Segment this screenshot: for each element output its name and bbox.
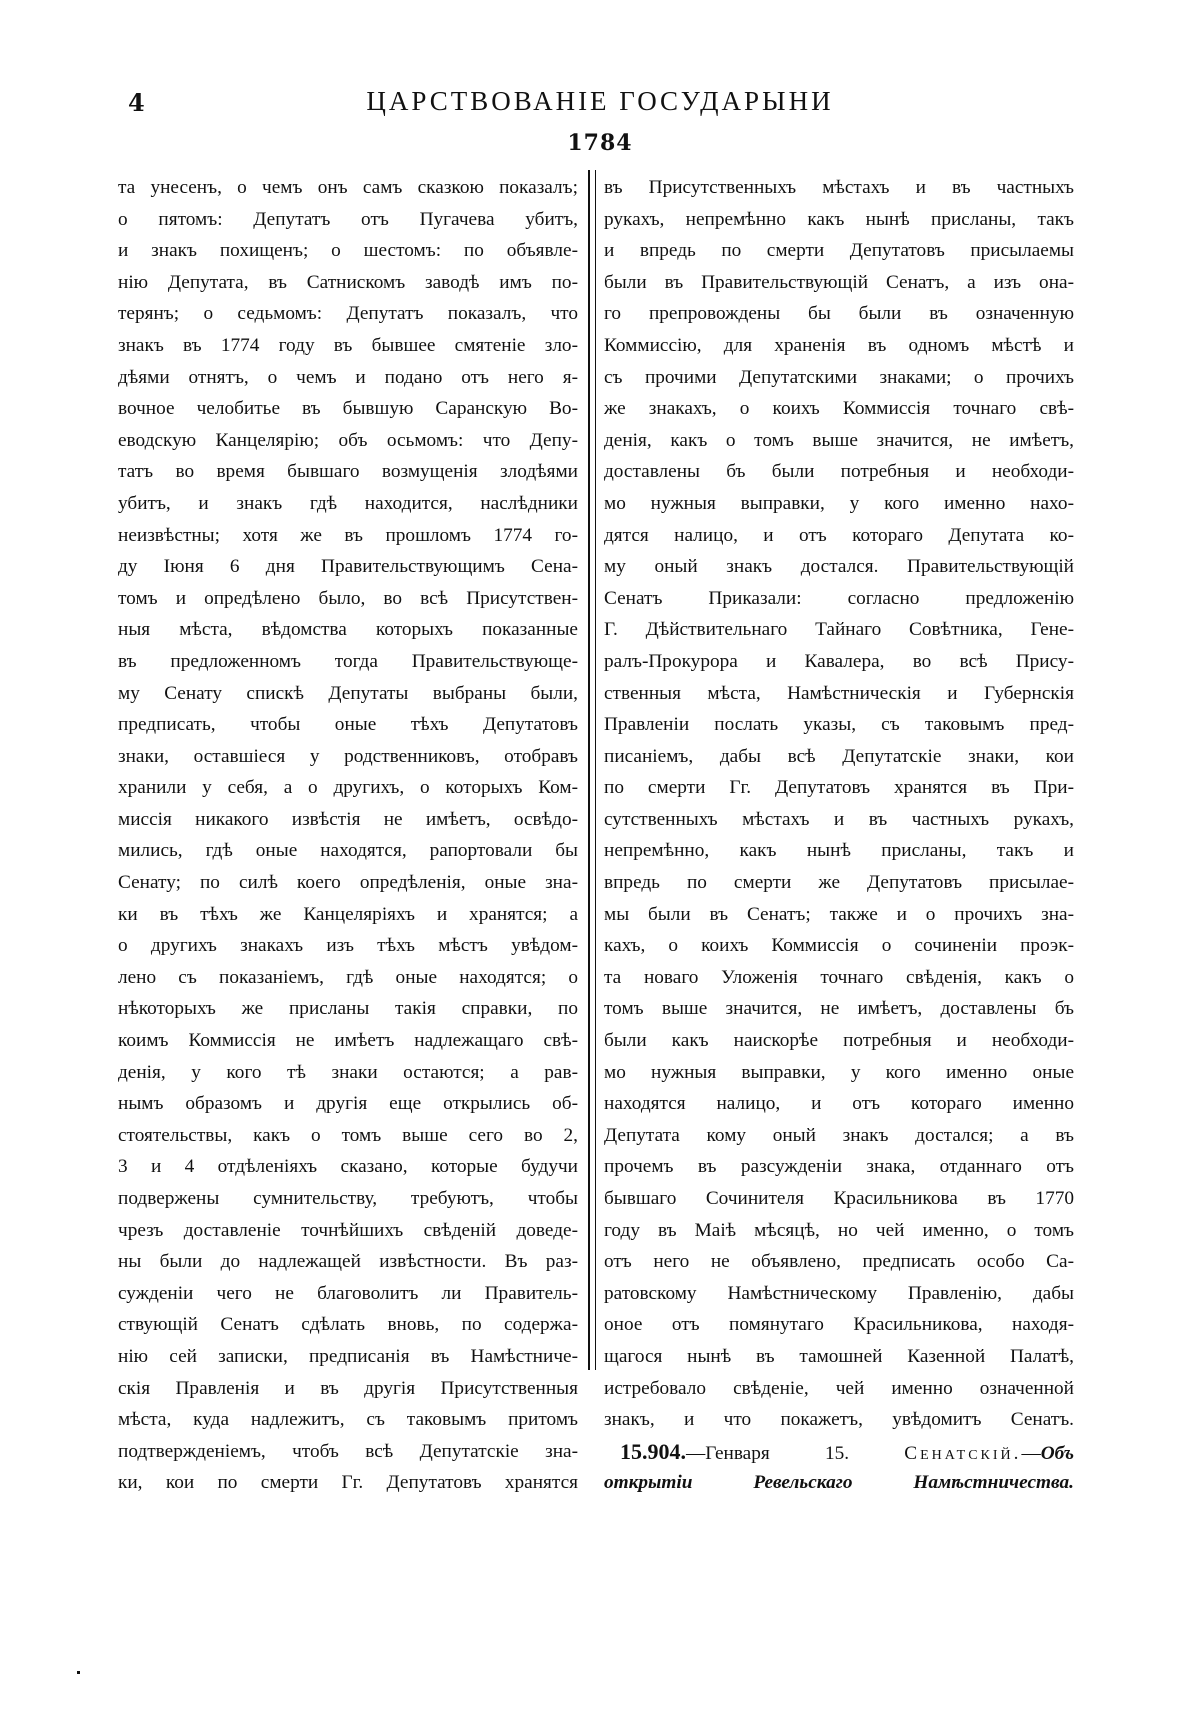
text-line: скія Правленія и въ другія Присутственныя xyxy=(118,1377,578,1399)
text-line: впредь по смерти же Депутатовъ присылае- xyxy=(604,872,1074,894)
text-line: сужденіи чего не благоволитъ ли Правитель- xyxy=(118,1282,578,1304)
text-line: были какъ наискорѣе потребныя и необходи- xyxy=(604,1030,1074,1052)
left-column xyxy=(118,172,578,1499)
text-line: истребовало свѣденіе, чей именно означенной xyxy=(604,1377,1074,1399)
text-line: ственныя мѣста, Намѣстническія и Губернскія xyxy=(604,682,1074,704)
text-line: Сенату; по силѣ коего опредѣленія, оные зна- xyxy=(118,872,578,894)
text-line: подтвержденіемъ, чтобъ всѣ Депутатскіе зна- xyxy=(118,1440,578,1462)
text-line: Правленіи послать указы, съ таковымъ пред- xyxy=(604,714,1074,736)
text-line: о другихъ знакахъ изъ тѣхъ мѣстъ увѣдом- xyxy=(118,935,578,957)
text-line: бывшаго Сочинителя Красильникова въ 1770 xyxy=(604,1188,1074,1209)
text-line: непремѣнно, какъ нынѣ присланы, такъ и xyxy=(604,840,1074,862)
text-line: съ прочими Депутатскими знаками; о прочихъ xyxy=(604,366,1074,388)
text-line: вочное челобитье въ бывшую Саранскую Во- xyxy=(118,398,578,420)
text-line: нѣкоторыхъ же присланы такія справки, по xyxy=(118,998,578,1020)
text-line: ныя мѣста, вѣдомства которыхъ показанные xyxy=(118,619,578,641)
text-line: въ Присутственныхъ мѣстахъ и въ частныхъ xyxy=(604,177,1074,198)
right-column xyxy=(604,172,1074,1499)
text-line: ны были до надлежащей извѣстности. Въ раз- xyxy=(118,1251,578,1273)
scan-speck xyxy=(77,1671,80,1674)
text-line: же знакахъ, о коихъ Коммиссія точнаго свѣ- xyxy=(604,398,1074,420)
text-line: терянъ; о седьмомъ: Депутатъ показалъ, что xyxy=(118,303,578,325)
page-number: 4 xyxy=(128,88,145,117)
text-line: нію Депутата, въ Сатнискомъ заводѣ имъ по- xyxy=(118,271,578,293)
column-divider xyxy=(588,170,596,1370)
text-line: та новаго Уложенія точнаго свѣденія, какъ о xyxy=(604,966,1074,988)
text-line: го препровождены бы были въ означенную xyxy=(604,303,1074,325)
text-line: отъ него не объявлено, предписать особо Са- xyxy=(604,1251,1074,1273)
text-line: доставлены бъ были потребныя и необходи- xyxy=(604,461,1074,483)
text-line: прочемъ въ разсужденіи знака, отданнаго отъ xyxy=(604,1156,1074,1178)
entry-dash: — xyxy=(1021,1442,1041,1464)
text-line: мо нужныя выправки, у кого именно нахо- xyxy=(604,492,1074,514)
text-line: мились, гдѣ оные находятся, рапортовали бы xyxy=(118,840,578,862)
text-line: рукахъ, непремѣнно какъ нынѣ присланы, такъ xyxy=(604,208,1074,230)
text-line: Г. Дѣйствительнаго Тайнаго Совѣтника, Гене- xyxy=(604,619,1074,641)
text-line: Коммиссію, для храненія въ одномъ мѣстѣ и xyxy=(604,334,1074,356)
text-line: лено съ показаніемъ, гдѣ оные находятся; о xyxy=(118,966,578,988)
text-line: татъ во время бывшаго возмущенія злодѣями xyxy=(118,461,578,483)
entry-date: —Генваря 15. xyxy=(686,1442,850,1464)
text-line: Депутата кому оный знакъ достался; а въ xyxy=(604,1124,1074,1146)
text-line: щагося нынѣ въ тамошней Казенной Палатѣ, xyxy=(604,1345,1074,1367)
text-line: знакъ въ 1774 году въ бывшее смятеніе зло- xyxy=(118,334,578,356)
text-line: чрезъ доставленіе точнѣйшихъ свѣденій доведе- xyxy=(118,1219,578,1241)
text-line: сутственныхъ мѣстахъ и въ частныхъ рукахъ, xyxy=(604,808,1074,830)
text-line: ствующій Сенатъ сдѣлать вновь, по содержа- xyxy=(118,1314,578,1336)
text-line: были въ Правительствующій Сенатъ, а изъ она- xyxy=(604,271,1074,293)
text-line: мо нужныя выправки, у кого именно оные xyxy=(604,1061,1074,1083)
year-heading: 1784 xyxy=(567,130,633,156)
entry-title: открытіи Ревельскаго Намѣстничества. xyxy=(604,1472,1074,1494)
text-line: ратовскому Намѣстническому Правленію, дабы xyxy=(604,1282,1074,1304)
text-line: мѣста, куда надлежитъ, съ таковымъ притомъ xyxy=(118,1409,578,1431)
text-line: знакъ, и что покажетъ, увѣдомитъ Сенатъ. xyxy=(604,1409,1074,1431)
text-line: миссія никакого извѣстія не имѣетъ, освѣдо- xyxy=(118,808,578,830)
text-line: хранили у себя, а о другихъ, о которыхъ Ком- xyxy=(118,777,578,799)
text-line: Сенатъ Приказали: согласно предложенію xyxy=(604,587,1074,609)
text-line: подвержены сумнительству, требуютъ, чтобы xyxy=(118,1188,578,1209)
text-line: 3 и 4 отдѣленіяхъ сказано, которые будучи xyxy=(118,1156,578,1178)
text-line: неизвѣстны; хотя же въ прошломъ 1774 го- xyxy=(118,524,578,546)
text-line: и знакъ похищенъ; о шестомъ: по объявле- xyxy=(118,240,578,262)
text-line: о пятомъ: Депутатъ отъ Пугачева убитъ, xyxy=(118,208,578,230)
text-line: стоятельствы, какъ о томъ выше сего во 2, xyxy=(118,1124,578,1146)
text-line: ки въ тѣхъ же Канцеляріяхъ и хранятся; а xyxy=(118,903,578,925)
entry-title-start: Объ xyxy=(1040,1442,1074,1464)
text-line: предписать, чтобы оные тѣхъ Депутатовъ xyxy=(118,714,578,736)
text-line: нію сей записки, предписанія въ Намѣстниче- xyxy=(118,1345,578,1367)
text-line: знаки, оставшіеся у родственниковъ, отобравъ xyxy=(118,745,578,767)
text-line: му оный знакъ достался. Правительствующій xyxy=(604,556,1074,578)
text-line: му Сенату спискѣ Депутаты выбраны были, xyxy=(118,682,578,704)
text-line: оное отъ помянутаго Красильникова, находя- xyxy=(604,1314,1074,1336)
text-line: кахъ, о коихъ Коммиссія о сочиненіи проэк- xyxy=(604,935,1074,957)
entry-number: 15.904. xyxy=(620,1438,686,1464)
text-line: еводскую Канцелярію; объ осьмомъ: что Депу- xyxy=(118,429,578,451)
text-line: дѣями отнятъ, о чемъ и подано отъ него я- xyxy=(118,366,578,388)
text-line: та унесенъ, о чемъ онъ самъ сказкою показалъ; xyxy=(118,177,578,198)
text-line: дятся налицо, и отъ котораго Депутата ко- xyxy=(604,524,1074,546)
text-line: и впредь по смерти Депутатовъ присылаемы xyxy=(604,240,1074,262)
running-title: ЦАРСТВОВАНІЕ ГОСУДАРЫНИ xyxy=(366,86,834,116)
text-line: денія, у кого тѣ знаки остаются; а рав- xyxy=(118,1061,578,1083)
text-line: ралъ-Прокурора и Кавалера, во всѣ Прису- xyxy=(604,650,1074,672)
entry-type: Сенатскій. xyxy=(904,1442,1022,1464)
text-line: въ предложенномъ тогда Правительствующе- xyxy=(118,650,578,672)
text-line: томъ и опредѣлено было, во всѣ Присутствен- xyxy=(118,587,578,609)
text-line: коимъ Коммиссія не имѣетъ надлежащаго свѣ- xyxy=(118,1030,578,1052)
entry-heading xyxy=(604,1436,1074,1468)
text-line: мы были въ Сенатъ; также и о прочихъ зна- xyxy=(604,903,1074,925)
text-line: ду Іюня 6 дня Правительствующимъ Сена- xyxy=(118,556,578,578)
text-line: убитъ, и знакъ гдѣ находится, наслѣдники xyxy=(118,492,578,514)
text-line: ки, кои по смерти Гг. Депутатовъ хранятся xyxy=(118,1472,578,1494)
text-line: денія, какъ о томъ выше значится, не имѣетъ, xyxy=(604,429,1074,451)
text-line: томъ выше значится, не имѣетъ, доставлены бъ xyxy=(604,998,1074,1020)
text-line: находятся налицо, и отъ котораго именно xyxy=(604,1093,1074,1115)
text-line: писаніемъ, дабы всѣ Депутатскіе знаки, кои xyxy=(604,745,1074,767)
text-line: по смерти Гг. Депутатовъ хранятся въ При- xyxy=(604,777,1074,799)
text-line: нымъ образомъ и другія еще открылись об- xyxy=(118,1093,578,1115)
text-line: году въ Маіѣ мѣсяцѣ, но чей именно, о томъ xyxy=(604,1219,1074,1241)
